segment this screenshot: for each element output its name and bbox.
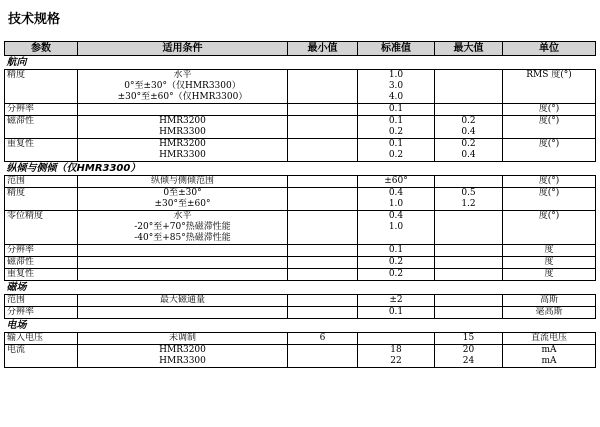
header-unit: 单位 xyxy=(503,42,596,56)
unit-line: 度(°) xyxy=(538,104,560,114)
condition-line: 0至±30° xyxy=(163,188,202,198)
table-row xyxy=(5,116,596,139)
param-cell: 范围 xyxy=(5,295,78,307)
unit-cell xyxy=(503,116,596,139)
condition-cell xyxy=(78,345,288,368)
table-row xyxy=(5,188,596,211)
condition-cell xyxy=(78,104,288,116)
condition-line: 0°至±30°（仅HMR3300） xyxy=(124,81,241,91)
condition-cell xyxy=(78,188,288,211)
spec-table xyxy=(4,41,596,368)
param-cell: 分辨率 xyxy=(5,104,78,116)
header-condition: 适用条件 xyxy=(78,42,288,56)
typical-line: 1.0 xyxy=(388,70,404,80)
condition-line: HMR3200 xyxy=(159,116,206,126)
typical-line: 0.2 xyxy=(388,127,404,137)
unit-line: 度 xyxy=(544,257,554,267)
condition-line: ±30°至±60°（仅HMR3300） xyxy=(117,92,248,102)
unit-line: 度(°) xyxy=(538,176,560,186)
typical-cell xyxy=(358,245,435,257)
table-row xyxy=(5,333,596,345)
table-row xyxy=(5,295,596,307)
table-row xyxy=(5,211,596,245)
unit-cell xyxy=(503,333,596,345)
max-line: 20 xyxy=(462,345,475,355)
section-title: 航向 xyxy=(5,56,596,70)
param-cell: 输入电压 xyxy=(5,333,78,345)
typical-line: 0.2 xyxy=(388,150,404,160)
section-title: 磁场 xyxy=(5,281,596,295)
param-cell: 磁滞性 xyxy=(5,116,78,139)
max-cell xyxy=(435,257,503,269)
param-cell: 磁滞性 xyxy=(5,257,78,269)
typical-line: 1.0 xyxy=(388,222,404,232)
table-row xyxy=(5,345,596,368)
condition-cell xyxy=(78,176,288,188)
min-line: 6 xyxy=(319,333,326,343)
max-cell xyxy=(435,176,503,188)
table-row xyxy=(5,245,596,257)
typical-cell xyxy=(358,211,435,245)
min-cell xyxy=(288,245,358,257)
typical-cell xyxy=(358,295,435,307)
param-cell: 零位精度 xyxy=(5,211,78,245)
min-cell xyxy=(288,307,358,319)
condition-line: HMR3300 xyxy=(159,356,206,366)
unit-cell xyxy=(503,257,596,269)
header-typical: 标准值 xyxy=(358,42,435,56)
min-cell xyxy=(288,188,358,211)
typical-line: 22 xyxy=(390,356,402,366)
typical-cell xyxy=(358,269,435,281)
condition-cell xyxy=(78,269,288,281)
unit-cell xyxy=(503,139,596,162)
min-cell xyxy=(288,257,358,269)
max-line: 0.2 xyxy=(461,116,476,126)
table-row xyxy=(5,176,596,188)
max-cell xyxy=(435,269,503,281)
section-title: 纵倾与侧倾（仅HMR3300） xyxy=(5,162,596,176)
typical-cell xyxy=(358,104,435,116)
condition-line: 未调制 xyxy=(168,333,196,343)
table-row xyxy=(5,269,596,281)
spec-body xyxy=(5,56,596,368)
condition-line: 纵倾与侧倾范围 xyxy=(150,176,214,186)
max-line: 15 xyxy=(462,333,475,343)
unit-cell xyxy=(503,295,596,307)
typical-line: 0.4 xyxy=(388,211,404,221)
condition-line: -20°至+70°热磁滞性能 xyxy=(134,222,231,232)
table-row xyxy=(5,257,596,269)
condition-line: 水平 xyxy=(173,211,192,221)
condition-cell xyxy=(78,295,288,307)
condition-line: HMR3200 xyxy=(159,345,206,355)
typical-line: 0.1 xyxy=(388,245,404,255)
typical-cell xyxy=(358,333,435,345)
condition-line: 最大磁通量 xyxy=(159,295,205,305)
max-cell xyxy=(435,295,503,307)
min-cell xyxy=(288,104,358,116)
typical-line: 4.0 xyxy=(388,92,404,102)
typical-cell xyxy=(358,188,435,211)
typical-line: 0.2 xyxy=(388,269,404,279)
max-cell xyxy=(435,333,503,345)
condition-line: HMR3200 xyxy=(159,139,206,149)
typical-line: 3.0 xyxy=(388,81,404,91)
typical-line: ±60° xyxy=(384,176,408,186)
unit-cell xyxy=(503,176,596,188)
unit-line: mA xyxy=(541,356,557,366)
typical-line: 0.2 xyxy=(388,257,404,267)
min-cell xyxy=(288,269,358,281)
min-cell xyxy=(288,211,358,245)
max-line: 0.2 xyxy=(461,139,476,149)
unit-line: 度(°) xyxy=(538,116,560,126)
unit-cell xyxy=(503,70,596,104)
section-header-row xyxy=(5,281,596,295)
condition-line: 水平 xyxy=(173,70,192,80)
header-row xyxy=(5,42,596,56)
typical-line: 18 xyxy=(390,345,402,355)
header-param: 参数 xyxy=(5,42,78,56)
max-line: 1.2 xyxy=(461,199,476,209)
condition-cell xyxy=(78,307,288,319)
min-cell xyxy=(288,295,358,307)
max-cell xyxy=(435,188,503,211)
unit-line: 毫高斯 xyxy=(535,307,563,317)
unit-line: 度(°) xyxy=(538,211,560,221)
typical-cell xyxy=(358,345,435,368)
max-cell xyxy=(435,139,503,162)
condition-cell xyxy=(78,211,288,245)
typical-line: ±2 xyxy=(389,295,403,305)
condition-cell xyxy=(78,333,288,345)
typical-cell xyxy=(358,116,435,139)
max-cell xyxy=(435,245,503,257)
param-cell: 分辨率 xyxy=(5,307,78,319)
unit-cell xyxy=(503,188,596,211)
header-max: 最大值 xyxy=(435,42,503,56)
condition-line: HMR3300 xyxy=(159,127,206,137)
max-cell xyxy=(435,104,503,116)
min-cell xyxy=(288,176,358,188)
unit-cell xyxy=(503,211,596,245)
param-cell: 重复性 xyxy=(5,269,78,281)
unit-line: 度(°) xyxy=(538,139,560,149)
min-cell xyxy=(288,345,358,368)
typical-cell xyxy=(358,307,435,319)
unit-line: 度 xyxy=(544,269,554,279)
param-cell: 精度 xyxy=(5,70,78,104)
condition-cell xyxy=(78,245,288,257)
typical-cell xyxy=(358,176,435,188)
table-row xyxy=(5,139,596,162)
unit-cell xyxy=(503,104,596,116)
param-cell: 范围 xyxy=(5,176,78,188)
unit-cell xyxy=(503,307,596,319)
condition-cell xyxy=(78,116,288,139)
section-header-row xyxy=(5,319,596,333)
max-cell xyxy=(435,345,503,368)
max-line: 0.4 xyxy=(461,150,476,160)
typical-cell xyxy=(358,139,435,162)
unit-line: 直流电压 xyxy=(530,333,567,343)
min-cell xyxy=(288,333,358,345)
condition-cell xyxy=(78,70,288,104)
typical-line: 0.4 xyxy=(388,188,404,198)
min-cell xyxy=(288,139,358,162)
table-row xyxy=(5,307,596,319)
max-cell xyxy=(435,116,503,139)
unit-cell xyxy=(503,345,596,368)
unit-line: 度(°) xyxy=(538,188,560,198)
page-title: 技术规格 xyxy=(8,12,61,27)
max-cell xyxy=(435,307,503,319)
condition-cell xyxy=(78,139,288,162)
unit-line: 高斯 xyxy=(539,295,558,305)
section-header-row xyxy=(5,56,596,70)
section-header-row xyxy=(5,162,596,176)
param-cell: 重复性 xyxy=(5,139,78,162)
header-min: 最小值 xyxy=(288,42,358,56)
min-cell xyxy=(288,70,358,104)
param-cell: 分辨率 xyxy=(5,245,78,257)
condition-cell xyxy=(78,257,288,269)
condition-line: ±30°至±60° xyxy=(154,199,211,209)
param-cell: 电流 xyxy=(5,345,78,368)
unit-line: 度 xyxy=(544,245,554,255)
max-line: 24 xyxy=(462,356,475,366)
table-row xyxy=(5,70,596,104)
unit-line: RMS 度(°) xyxy=(526,70,572,80)
max-line: 0.5 xyxy=(461,188,476,198)
typical-line: 1.0 xyxy=(388,199,404,209)
table-row xyxy=(5,104,596,116)
condition-line: HMR3300 xyxy=(159,150,206,160)
unit-cell xyxy=(503,269,596,281)
max-cell xyxy=(435,211,503,245)
param-cell: 精度 xyxy=(5,188,78,211)
condition-line: -40°至+85°热磁滞性能 xyxy=(134,233,231,243)
typical-cell xyxy=(358,70,435,104)
max-line: 0.4 xyxy=(461,127,476,137)
unit-cell xyxy=(503,245,596,257)
max-cell xyxy=(435,70,503,104)
typical-line: 0.1 xyxy=(388,139,404,149)
min-cell xyxy=(288,116,358,139)
typical-cell xyxy=(358,257,435,269)
typical-line: 0.1 xyxy=(388,116,404,126)
section-title: 电场 xyxy=(5,319,596,333)
typical-line: 0.1 xyxy=(388,307,404,317)
typical-line: 0.1 xyxy=(388,104,404,114)
unit-line: mA xyxy=(541,345,557,355)
